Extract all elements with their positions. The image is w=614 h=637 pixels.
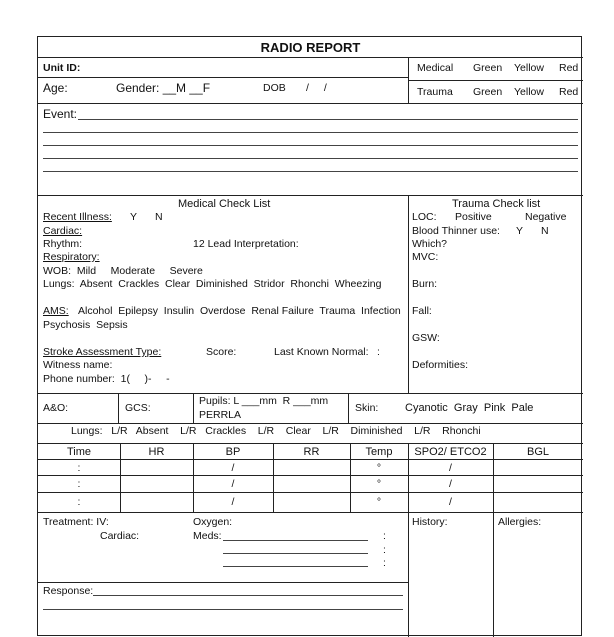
radio-report-form <box>37 36 582 636</box>
meds-line[interactable] <box>223 553 368 554</box>
trauma-red[interactable]: Red <box>559 86 579 98</box>
skin-options[interactable]: Cyanotic Gray Pink Pale <box>405 402 534 414</box>
unit-id-label: Unit ID: <box>43 62 81 74</box>
gcs-label: GCS: <box>125 402 151 414</box>
vitals-cell[interactable]: : <box>77 478 81 490</box>
medical-label: Medical <box>417 62 454 74</box>
lead12-label: 12 Lead Interpretation: <box>193 238 299 250</box>
cardiac-label: Cardiac: <box>43 225 83 237</box>
vitals-cell[interactable]: ° <box>376 462 382 474</box>
cardiac-treatment-label: Cardiac: <box>100 530 140 542</box>
blood-thinner-yes[interactable]: Y <box>516 225 524 237</box>
event-line[interactable] <box>43 132 578 133</box>
event-label: Event: <box>43 107 78 121</box>
loc-label: LOC: <box>412 211 437 223</box>
recent-illness-yes[interactable]: Y <box>130 211 138 223</box>
meds-line[interactable] <box>223 566 368 567</box>
dob-label: DOB <box>263 82 286 94</box>
medical-green[interactable]: Green <box>473 62 503 74</box>
score-label: Score: <box>206 346 237 358</box>
event-line[interactable] <box>43 158 578 159</box>
last-known-colon: : <box>377 346 380 358</box>
stroke-label: Stroke Assessment Type: <box>43 346 162 358</box>
which-label: Which? <box>412 238 448 250</box>
meds-label: Meds: <box>193 530 222 542</box>
vitals-header-hr: HR <box>148 446 165 458</box>
blood-thinner-label: Blood Thinner use: <box>412 225 500 237</box>
burn-label: Burn: <box>412 278 438 290</box>
pupils-field[interactable]: Pupils: L ___mm R ___mm <box>199 395 329 407</box>
vitals-cell[interactable]: / <box>449 478 452 490</box>
vitals-header-time: Time <box>66 446 92 458</box>
trauma-label: Trauma <box>417 86 453 98</box>
blood-thinner-no[interactable]: N <box>541 225 549 237</box>
vitals-cell[interactable]: ° <box>376 478 382 490</box>
deformities-label: Deformities: <box>412 359 469 371</box>
meds-colon: : <box>383 544 386 556</box>
ams-label: AMS: <box>43 305 69 317</box>
loc-negative[interactable]: Negative <box>525 211 567 223</box>
medical-checklist-title: Medical Check List <box>178 198 271 210</box>
vitals-header-spo2: SPO2/ ETCO2 <box>414 446 487 458</box>
loc-positive[interactable]: Positive <box>455 211 492 223</box>
medical-red[interactable]: Red <box>559 62 579 74</box>
phone-label[interactable]: Phone number: 1( )- - <box>43 373 170 385</box>
ams-options[interactable]: Alcohol Epilepsy Insulin Overdose Renal Failure Trauma Infection <box>78 305 401 317</box>
gender-field[interactable]: Gender: __M __F <box>116 81 211 95</box>
vitals-header-bp: BP <box>225 446 241 458</box>
vitals-cell[interactable]: / <box>449 496 452 508</box>
lungs-options[interactable]: Lungs: Absent Crackles Clear Diminished Stridor Rhonchi Wheezing <box>43 278 382 290</box>
ao-label: A&O: <box>43 402 69 414</box>
event-line[interactable] <box>78 119 578 120</box>
perrla-label[interactable]: PERRLA <box>199 409 242 421</box>
event-line[interactable] <box>43 145 578 146</box>
vitals-cell[interactable]: / <box>231 496 235 508</box>
vitals-header-bgl: BGL <box>526 446 549 458</box>
vitals-cell[interactable]: / <box>449 462 452 474</box>
response-line[interactable] <box>93 595 403 596</box>
dob-field[interactable]: / / <box>306 82 327 94</box>
meds-colon: : <box>383 530 386 542</box>
lungs-row[interactable]: Lungs: L/R Absent L/R Crackles L/R Clear L/R Diminished L/R Rhonchi <box>71 425 481 437</box>
medical-yellow[interactable]: Yellow <box>514 62 544 74</box>
treatment-iv-label: Treatment: IV: <box>43 516 109 528</box>
history-label: History: <box>412 516 448 528</box>
fall-label: Fall: <box>412 305 432 317</box>
vitals-cell[interactable]: / <box>231 462 235 474</box>
trauma-green[interactable]: Green <box>473 86 503 98</box>
skin-label: Skin: <box>355 402 379 414</box>
vitals-cell[interactable]: / <box>231 478 235 490</box>
recent-illness-no[interactable]: N <box>155 211 163 223</box>
mvc-label: MVC: <box>412 251 439 263</box>
trauma-yellow[interactable]: Yellow <box>514 86 544 98</box>
vitals-cell[interactable]: : <box>77 496 81 508</box>
allergies-label: Allergies: <box>498 516 542 528</box>
page-title: RADIO REPORT <box>260 40 361 55</box>
ams-options-2[interactable]: Psychosis Sepsis <box>43 319 128 331</box>
respiratory-label: Respiratory: <box>43 251 100 263</box>
vitals-header-rr: RR <box>303 446 320 458</box>
trauma-checklist-title: Trauma Check list <box>452 198 541 210</box>
rhythm-label: Rhythm: <box>43 238 83 250</box>
vitals-cell[interactable]: ° <box>376 496 382 508</box>
age-label: Age: <box>43 81 68 95</box>
vitals-header-temp: Temp <box>365 446 393 458</box>
event-line[interactable] <box>43 171 578 172</box>
vitals-cell[interactable]: : <box>77 462 81 474</box>
response-label: Response: <box>43 585 94 597</box>
meds-colon: : <box>383 557 386 569</box>
last-known-label: Last Known Normal: <box>274 346 369 358</box>
oxygen-label: Oxygen: <box>193 516 233 528</box>
recent-illness-label: Recent Illness: <box>43 211 112 223</box>
response-line[interactable] <box>43 609 403 610</box>
witness-label: Witness name: <box>43 359 113 371</box>
gsw-label: GSW: <box>412 332 440 344</box>
wob-options[interactable]: WOB: Mild Moderate Severe <box>43 265 203 277</box>
meds-line[interactable] <box>223 540 368 541</box>
